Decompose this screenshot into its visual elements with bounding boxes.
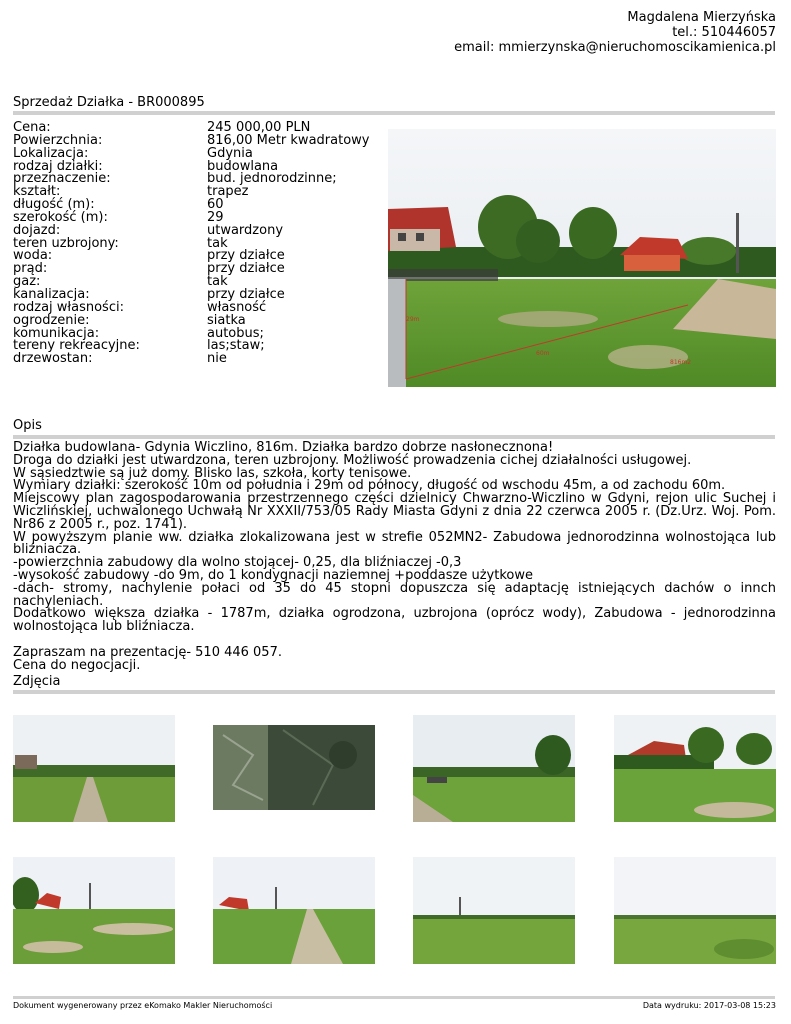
- photo-thumbnail[interactable]: [413, 857, 575, 964]
- param-row: [13, 353, 369, 366]
- description-paragraph: Dodatkowo większa działka - 1787m, działka ogrodzona, uzbrojona (oprócz wody), Zabudowa - jednorodzinna wolnostojąca lub bliźniacza.: [13, 606, 776, 635]
- param-label: prąd:: [13, 261, 48, 277]
- agent-email: email: mmierzynska@nieruchomoscikamienica.pl: [454, 40, 776, 55]
- param-value: 816,00 Metr kwadratowy: [207, 132, 370, 148]
- description-paragraph: -wysokość zabudowy -do 9m, do 1 kondygnacji naziemnej +poddasze użytkowe: [13, 567, 533, 583]
- photo-label-area: 816m2: [670, 359, 692, 366]
- param-value: przy działce: [207, 286, 285, 302]
- description-paragraph: -powierzchnia zabudowy dla wolno stojącej- 0,25, dla bliźniaczej -0,3: [13, 555, 462, 571]
- description-paragraph: Cena do negocjacji.: [13, 657, 141, 673]
- listing-params: [13, 122, 369, 366]
- param-value: las;staw;: [207, 338, 265, 354]
- param-label: teren uzbrojony:: [13, 235, 119, 251]
- param-label: przeznaczenie:: [13, 171, 111, 187]
- param-row: [13, 235, 369, 251]
- param-label: szerokość (m):: [13, 209, 108, 225]
- photo-thumbnail[interactable]: [614, 715, 776, 822]
- title-divider: [13, 111, 775, 115]
- param-label: woda:: [13, 248, 53, 264]
- param-label: tereny rekreacyjne:: [13, 338, 140, 354]
- photos-divider: [13, 690, 775, 694]
- agent-name: Magdalena Mierzyńska: [627, 10, 776, 25]
- param-value: nie: [207, 351, 227, 367]
- param-value: siatka: [207, 312, 246, 328]
- photo-label-width: 29m: [406, 316, 420, 323]
- param-label: rodzaj własności:: [13, 299, 124, 315]
- description-paragraph: W sąsiedztwie są już domy. Blisko las, szkoła, korty tenisowe.: [13, 465, 412, 481]
- description-paragraph: -dach- stromy, nachylenie połaci od 35 do 45 stopni dopuszcza się adaptację istniejących dachów o innch nachyleniach.: [13, 580, 776, 609]
- agent-phone: tel.: 510446057: [672, 25, 776, 40]
- param-label: rodzaj działki:: [13, 158, 103, 174]
- param-value: utwardzony: [207, 222, 284, 238]
- param-value: przy działce: [207, 248, 285, 264]
- param-value: 60: [207, 197, 224, 213]
- param-value: autobus;: [207, 325, 264, 341]
- photo-thumbnail[interactable]: [213, 725, 375, 810]
- description-paragraph: Zapraszam na prezentację- 510 446 057.: [13, 644, 282, 660]
- param-label: gaz:: [13, 274, 41, 290]
- page-footer: [13, 1001, 776, 1010]
- param-label: kształt:: [13, 184, 61, 200]
- param-row: [13, 209, 369, 225]
- photo-thumbnail[interactable]: [13, 715, 175, 822]
- photo-label-length: 60m: [536, 350, 550, 357]
- param-value: bud. jednorodzinne;: [207, 171, 337, 187]
- param-label: Lokalizacja:: [13, 145, 89, 161]
- footer-print-date: Data wydruku: 2017-03-08 15:23: [642, 1001, 776, 1010]
- param-value: tak: [207, 274, 228, 290]
- param-label: dojazd:: [13, 222, 61, 238]
- photo-thumbnail[interactable]: [413, 715, 575, 822]
- photo-thumbnail[interactable]: [213, 857, 375, 964]
- description-paragraph: Wymiary działki: szerokość 10m od południa i 29m od północy, długość od wschodu 45m, a od zachodu 60m.: [13, 478, 726, 494]
- param-label: Powierzchnia:: [13, 132, 103, 148]
- param-value: przy działce: [207, 261, 285, 277]
- main-photo: [388, 129, 776, 387]
- description-paragraph: Działka budowlana- Gdynia Wiczlino, 816m. Działka bardzo dobrze nasłonecznona!: [13, 440, 554, 455]
- description-heading: Opis: [13, 418, 42, 433]
- param-value: Gdynia: [207, 145, 253, 161]
- photo-thumbnail[interactable]: [614, 857, 776, 964]
- param-value: własność: [207, 299, 267, 315]
- description-paragraph: Miejscowy plan zagospodarowania przestrzennego części dzielnicy Chwarzno-Wiczlino w Gdyni, rejon ulic Suchej i Wiczlińskiej, uchwalonego Uchwałą Nr XXXII/753/05 Rady Miasta Gdyni z dnia 22 czerwca 2005 r. (Dz.Urz. Woj. Pom. Nr86 z 2005 r., poz. 1741).: [13, 491, 776, 532]
- param-label: ogrodzenie:: [13, 312, 90, 328]
- footer-generated: Dokument wygenerowany przez eKomako Makler Nieruchomości: [13, 1001, 273, 1010]
- param-label: komunikacja:: [13, 325, 100, 341]
- param-value: budowlana: [207, 158, 279, 174]
- description-divider: [13, 435, 775, 439]
- param-value: tak: [207, 235, 228, 251]
- param-value: 29: [207, 209, 224, 225]
- param-label: długość (m):: [13, 197, 95, 213]
- photos-heading: Zdjęcia: [13, 674, 61, 689]
- photo-thumbnail[interactable]: [13, 857, 175, 964]
- param-label: kanalizacja:: [13, 286, 90, 302]
- description-text: [13, 442, 776, 672]
- param-row: [13, 263, 369, 276]
- description-paragraph: W powyższym planie ww. działka zlokalizowana jest w strefie 052MN2- Zabudowa jednorodzinna wolnostojąca lub bliźniacza.: [13, 529, 776, 558]
- param-value: 245 000,00 PLN: [207, 120, 311, 135]
- footer-divider: [13, 996, 775, 999]
- param-row: [13, 173, 369, 186]
- param-label: Cena:: [13, 120, 51, 135]
- agent-contact: [454, 10, 776, 55]
- listing-title: Sprzedaż Działka - BR000895: [13, 95, 205, 110]
- param-value: trapez: [207, 184, 249, 200]
- param-label: drzewostan:: [13, 351, 93, 367]
- description-paragraph: Droga do działki jest utwardzona, teren uzbrojony. Możliwość prowadzenia cichej działalności usługowej.: [13, 452, 692, 468]
- param-row: [13, 250, 369, 263]
